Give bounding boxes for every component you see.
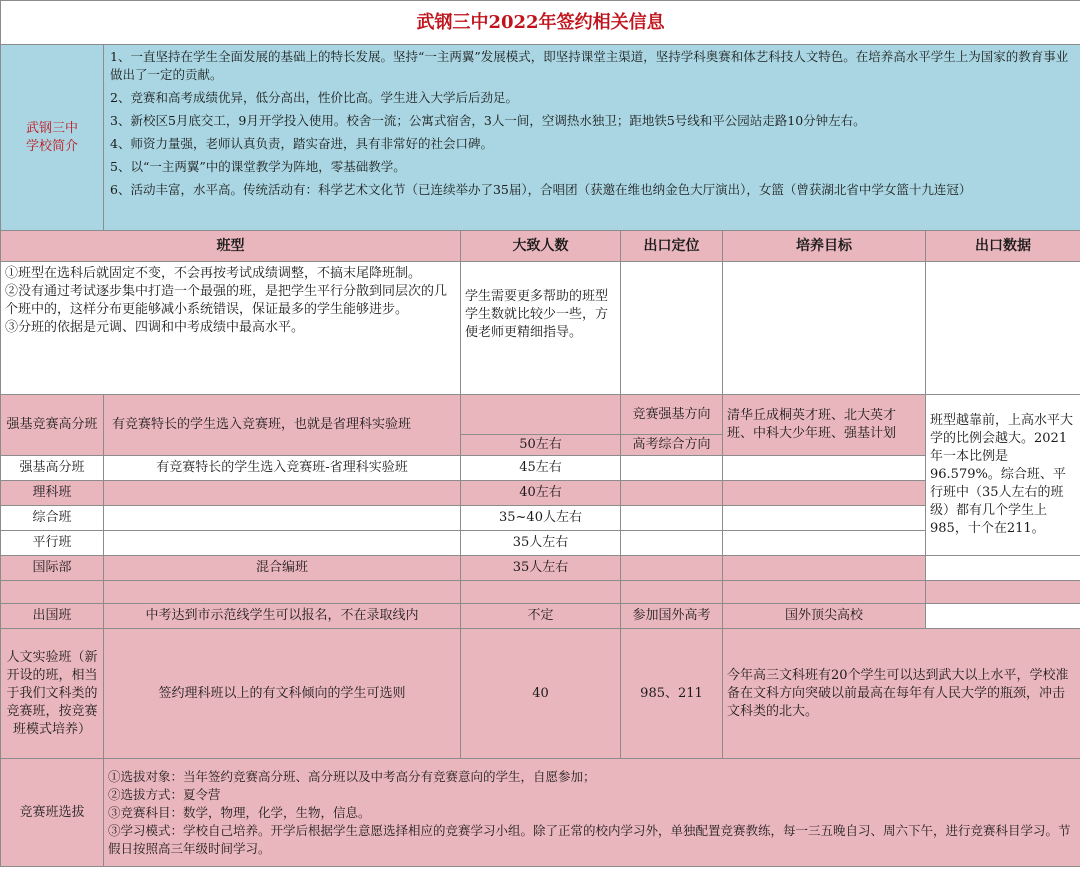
empty-cell (723, 506, 926, 531)
row-desc: 签约理科班以上的有文科倾向的学生可选则 (104, 629, 461, 759)
row-name: 强基竞赛高分班 (1, 395, 104, 456)
row-size: 40 (461, 629, 621, 759)
empty-cell (926, 604, 1080, 629)
note-line: ②没有通过考试逐步集中打造一个最强的班，是把学生平行分散到同层次的几个班中的，这样分布更能够减小系统错误，保证最多的学生能够进步。 (5, 284, 448, 317)
empty-cell (621, 456, 723, 481)
competition-line: ①选拔对象：当年签约竞赛高分班、高分班以及中考高分有竞赛意向的学生，自愿参加； (108, 768, 596, 784)
intro-point: 5、以“一主两翼”中的课堂教学为阵地，零基础教学。 (110, 159, 406, 174)
row-size: 50左右 (461, 435, 621, 456)
exit-data: 班型越靠前，上高水平大学的比例会越大。2021年一本比例是96.579%。综合班、平行班中（35人左右的班级）都有几个学生上985，十个在211。 (926, 395, 1080, 556)
empty-cell (104, 581, 461, 604)
empty-cell (621, 531, 723, 556)
row-name: 国际部 (1, 556, 104, 581)
class-notes (1, 262, 461, 395)
page-title: 武钢三中2022年签约相关信息 (1, 1, 1080, 45)
empty-cell (104, 531, 461, 556)
empty-cell (621, 262, 723, 395)
row-size: 40左右 (461, 481, 621, 506)
row-name: 理科班 (1, 481, 104, 506)
intro-label (1, 45, 104, 231)
empty-cell (461, 395, 621, 435)
intro-point: 1、一直坚持在学生全面发展的基础上的特长发展。坚持“一主两翼”发展模式，即坚持课堂主渠道，坚持学科奥赛和体艺科技人文特色。在培养高水平学生上为国家的教育事业做出了一定的贡献。 (110, 49, 1069, 82)
header-goal: 培养目标 (723, 231, 926, 262)
header-data: 出口数据 (926, 231, 1080, 262)
empty-cell (723, 581, 926, 604)
intro-label-line1: 武钢三中 (25, 120, 78, 136)
header-exit: 出口定位 (621, 231, 723, 262)
empty-cell (723, 531, 926, 556)
row-exit: 985、211 (621, 629, 723, 759)
empty-cell (621, 481, 723, 506)
exit-direction: 竞赛强基方向 (621, 395, 723, 435)
intro-point: 3、新校区5月底交工，9月开学投入使用。校舍一流；公寓式宿舍，3人一间，空调热水独卫；距地铁5号线和平公园站走路10分钟左右。 (110, 113, 866, 128)
note-line: ③分班的依据是元调、四调和中考成绩中最高水平。 (5, 320, 305, 335)
empty-cell (723, 456, 926, 481)
row-name: 强基高分班 (1, 456, 104, 481)
competition-line: ③学习模式：学校自己培养。开学后根据学生意愿选择相应的竞赛学习小组。除了正常的校内学习外，单独配置竞赛教练，每一三五晚自习、周六下午，进行竞赛科目学习。节假日按照高三年级时间学习。 (108, 822, 1071, 856)
row-desc: 有竞赛特长的学生选入竞赛班-省理科实验班 (104, 456, 461, 481)
row-desc: 混合编班 (104, 556, 461, 581)
empty-cell (621, 581, 723, 604)
empty-cell (723, 262, 926, 395)
empty-cell (926, 262, 1080, 395)
empty-cell (723, 481, 926, 506)
size-note: 学生需要更多帮助的班型学生数就比较少一些，方便老师更精细指导。 (461, 262, 621, 395)
intro-point: 4、师资力量强，老师认真负责，踏实奋进，具有非常好的社会口碑。 (110, 136, 493, 151)
row-size: 45左右 (461, 456, 621, 481)
row-goal: 国外顶尖高校 (723, 604, 926, 629)
note-line: ①班型在选科后就固定不变，不会再按考试成绩调整，不搞末尾降班制。 (5, 266, 422, 281)
empty-cell (104, 506, 461, 531)
row-name: 平行班 (1, 531, 104, 556)
row-size: 35人左右 (461, 531, 621, 556)
row-exit: 参加国外高考 (621, 604, 723, 629)
empty-cell (621, 506, 723, 531)
exit-direction: 高考综合方向 (621, 435, 723, 456)
empty-cell (621, 556, 723, 581)
empty-cell (926, 581, 1080, 604)
intro-point: 2、竞赛和高考成绩优异，低分高出，性价比高。学生进入大学后后劲足。 (110, 90, 518, 105)
row-desc: 有竞赛特长的学生选入竞赛班，也就是省理科实验班 (104, 395, 461, 456)
empty-cell (1, 581, 104, 604)
row-size: 35人左右 (461, 556, 621, 581)
intro-point: 6、活动丰富，水平高。传统活动有：科学艺术文化节（已连续举办了35届），合唱团（获邀在维也纳金色大厅演出），女篮（曾获湖北省中学女篮十九连冠） (110, 182, 972, 197)
row-desc: 中考达到市示范线学生可以报名，不在录取线内 (104, 604, 461, 629)
row-size: 不定 (461, 604, 621, 629)
empty-cell (461, 581, 621, 604)
header-class-type: 班型 (1, 231, 461, 262)
row-name: 综合班 (1, 506, 104, 531)
competition-label: 竞赛班选拔 (1, 759, 104, 867)
competition-line: ②选拔方式：夏令营 (108, 786, 221, 802)
competition-line: ③竞赛科目：数学，物理，化学，生物，信息。 (108, 804, 371, 820)
intro-body (104, 45, 1080, 231)
empty-cell (104, 481, 461, 506)
header-size: 大致人数 (461, 231, 621, 262)
empty-cell (723, 556, 926, 581)
competition-body (104, 759, 1080, 867)
row-size: 35~40人左右 (461, 506, 621, 531)
row-name: 人文实验班（新开设的班，相当于我们文科类的竞赛班，按竞赛班模式培养） (1, 629, 104, 759)
row-name: 出国班 (1, 604, 104, 629)
row-goal: 今年高三文科班有20个学生可以达到武大以上水平，学校准备在文科方向突破以前最高在每年有人民大学的瓶颈，冲击文科类的北大。 (723, 629, 1080, 759)
intro-label-line2: 学校简介 (25, 138, 78, 154)
row-goal: 清华丘成桐英才班、北大英才班、中科大少年班、强基计划 (723, 395, 926, 456)
